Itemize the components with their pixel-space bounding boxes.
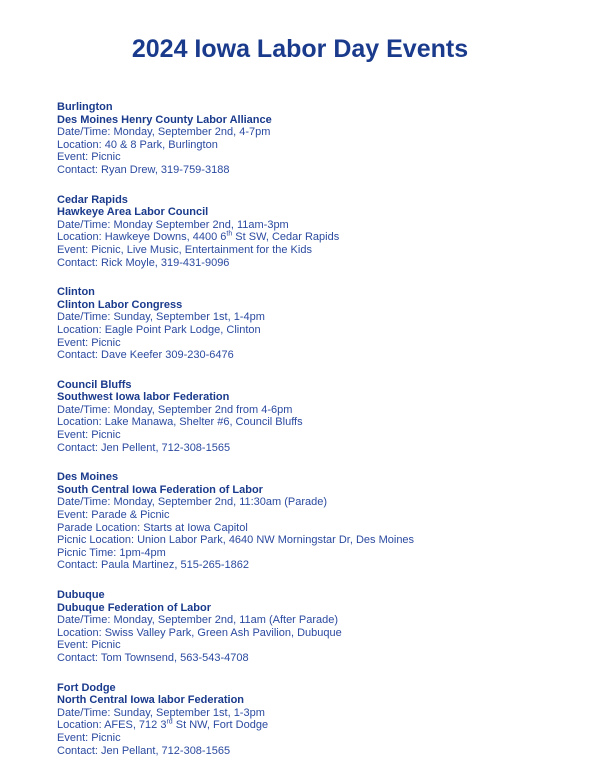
event-detail-contact: Contact: Rick Moyle, 319-431-9096 <box>57 256 230 269</box>
event-detail-contact: Contact: Ryan Drew, 319-759-3188 <box>57 163 230 176</box>
event-entry <box>57 682 577 758</box>
event-detail-type: Event: Picnic, Live Music, Entertainment for the Kids <box>57 243 312 256</box>
event-organization: Hawkeye Area Labor Council <box>57 206 209 219</box>
event-detail-datetime: Date/Time: Sunday, September 1st, 1-3pm <box>57 706 265 719</box>
event-detail-contact: Contact: Paula Martinez, 515-265-1862 <box>57 559 250 572</box>
event-entry <box>57 101 577 177</box>
event-organization: Southwest Iowa labor Federation <box>57 391 230 404</box>
event-detail-datetime: Date/Time: Monday, September 2nd, 11am (After Parade) <box>57 614 339 627</box>
event-detail-datetime: Date/Time: Monday, September 2nd from 4-6pm <box>57 403 293 416</box>
event-organization: Dubuque Federation of Labor <box>57 601 211 614</box>
event-entry <box>57 589 577 665</box>
event-city: Burlington <box>57 101 113 113</box>
event-city: Dubuque <box>57 589 105 601</box>
event-entry <box>57 379 577 455</box>
event-detail-location: Location: AFES, 712 3rd St NW, Fort Dodge <box>57 718 269 732</box>
event-detail-location: Location: Eagle Point Park Lodge, Clinton <box>57 323 261 336</box>
event-detail-datetime: Date/Time: Monday September 2nd, 11am-3pm <box>57 218 289 231</box>
event-organization: South Central Iowa Federation of Labor <box>57 483 263 496</box>
event-detail-type: Event: Parade & Picnic <box>57 509 170 522</box>
event-organization: Clinton Labor Congress <box>57 298 183 311</box>
event-city: Fort Dodge <box>57 681 116 694</box>
event-detail-type: Event: Picnic <box>57 639 121 652</box>
event-detail-type: Event: Picnic <box>57 336 121 349</box>
event-city: Cedar Rapids <box>57 193 128 206</box>
event-entry <box>57 194 577 270</box>
event-detail-contact: Contact: Dave Keefer 309-230-6476 <box>57 349 234 362</box>
event-detail-location: Location: Swiss Valley Park, Green Ash Pavilion, Dubuque <box>57 626 342 639</box>
event-entry <box>57 471 577 572</box>
event-detail-type: Event: Picnic <box>57 429 121 442</box>
event-detail-location: Location: Lake Manawa, Shelter #6, Council Bluffs <box>57 416 303 429</box>
event-detail-datetime: Date/Time: Monday, September 2nd, 4-7pm <box>57 126 271 139</box>
event-detail-contact: Contact: Jen Pellant, 712-308-1565 <box>57 744 231 757</box>
event-detail-parade-location: Parade Location: Starts at Iowa Capitol <box>57 521 248 534</box>
event-detail-location: Location: 40 & 8 Park, Burlington <box>57 138 218 151</box>
event-detail-datetime: Date/Time: Sunday, September 1st, 1-4pm <box>57 311 265 324</box>
event-detail-contact: Contact: Tom Townsend, 563-543-4708 <box>57 651 249 664</box>
event-detail-type: Event: Picnic <box>57 731 121 744</box>
event-organization: North Central Iowa labor Federation <box>57 694 245 707</box>
event-organization: Des Moines Henry County Labor Alliance <box>57 113 272 126</box>
event-detail-contact: Contact: Jen Pellent, 712-308-1565 <box>57 441 231 454</box>
event-city: Council Bluffs <box>57 378 132 391</box>
event-detail-location: Location: Hawkeye Downs, 4400 6th St SW, Cedar Rapids <box>57 230 340 244</box>
event-city: Clinton <box>57 286 95 299</box>
page-title: 2024 Iowa Labor Day Events <box>131 35 469 63</box>
event-city: Des Moines <box>57 471 119 484</box>
event-detail-picnic-location: Picnic Location: Union Labor Park, 4640 NW Morningstar Dr, Des Moines <box>57 534 415 547</box>
event-entry <box>57 286 577 362</box>
event-detail-datetime: Date/Time: Monday, September 2nd, 11:30am (Parade) <box>57 496 328 509</box>
event-detail-picnic-time: Picnic Time: 1pm-4pm <box>57 546 166 559</box>
event-detail-type: Event: Picnic <box>57 151 121 164</box>
event-list <box>57 101 577 774</box>
